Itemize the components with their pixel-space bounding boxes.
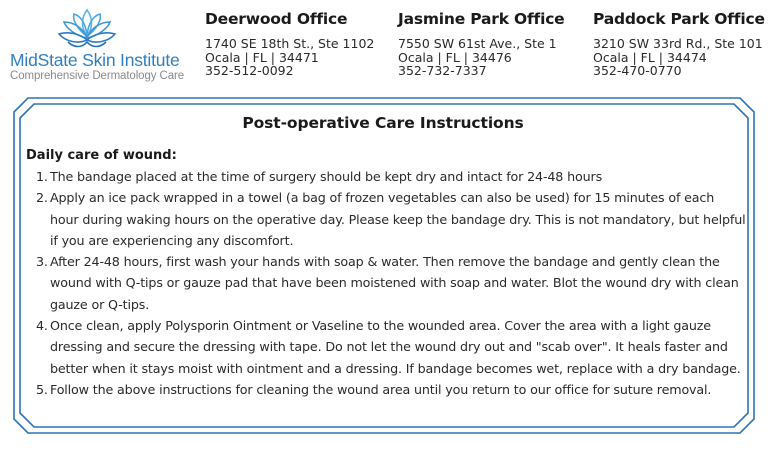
office-address: 1740 SE 18th St., Ste 1102 <box>205 36 375 51</box>
list-item <box>26 379 746 400</box>
office-city: Ocala | FL | 34471 <box>205 49 319 65</box>
item-number: 5. <box>36 381 48 397</box>
office-city: Ocala | FL | 34474 <box>593 49 707 65</box>
office-address: 7550 SW 61st Ave., Ste 1 <box>398 36 557 51</box>
logo <box>0 0 195 90</box>
office-name: Deerwood Office <box>205 10 348 28</box>
section-heading: Daily care of wound: <box>26 148 177 163</box>
item-number: 4. <box>36 318 48 334</box>
instructions-content <box>26 106 746 400</box>
office-paddock-park <box>593 10 765 78</box>
item-text: After 24-48 hours, first wash your hands with soap & water. Then remove the bandage and gently clean the wound with Q-tips or gauze pad that have been moistened with soap and water. Blot the wound dry with clean gauze or Q-tips. <box>50 254 739 312</box>
item-text: Apply an ice pack wrapped in a towel (a bag of frozen vegetables can also be used) for 15 minutes of each hour during waking hours on the operative day. Please keep the bandage dry. This is not mandatory, but helpful if you are experiencing any discomfort. <box>50 190 746 248</box>
item-text: The bandage placed at the time of surgery should be kept dry and intact for 24-48 hours <box>50 169 603 184</box>
office-address: 3210 SW 33rd Rd., Ste 101 <box>593 36 763 51</box>
office-phone: 352-732-7337 <box>398 63 487 78</box>
office-city: Ocala | FL | 34476 <box>398 49 512 65</box>
item-text: Follow the above instructions for cleaning the wound area until you return to our office for suture removal. <box>50 381 712 397</box>
instruction-list <box>26 166 746 400</box>
office-jasmine-park <box>398 10 565 78</box>
list-item <box>26 166 746 187</box>
logo-name: MidState Skin Institute <box>10 50 180 70</box>
item-number: 2. <box>36 190 48 206</box>
item-number: 3. <box>36 254 48 270</box>
office-phone: 352-512-0092 <box>205 63 294 78</box>
office-name: Jasmine Park Office <box>398 10 565 28</box>
item-number: 1. <box>36 169 48 184</box>
lotus-icon <box>56 6 118 50</box>
logo-tagline: Comprehensive Dermatology Care <box>10 70 185 82</box>
office-phone: 352-470-0770 <box>593 63 682 78</box>
list-item <box>26 251 746 315</box>
item-text: Once clean, apply Polysporin Ointment or Vaseline to the wounded area. Cover the area with a light gauze dressing and secure the dressing with tape. Do not let the wound dry out and "scab over". It heals faster and better when it stays moist with ointment and a dressing. If bandage becomes wet, replace with a dry bandage. <box>50 318 741 376</box>
list-item <box>26 315 746 379</box>
document-title: Post-operative Care Instructions <box>242 114 524 132</box>
office-deerwood <box>205 10 374 78</box>
list-item <box>26 187 746 251</box>
office-name: Paddock Park Office <box>593 10 765 28</box>
